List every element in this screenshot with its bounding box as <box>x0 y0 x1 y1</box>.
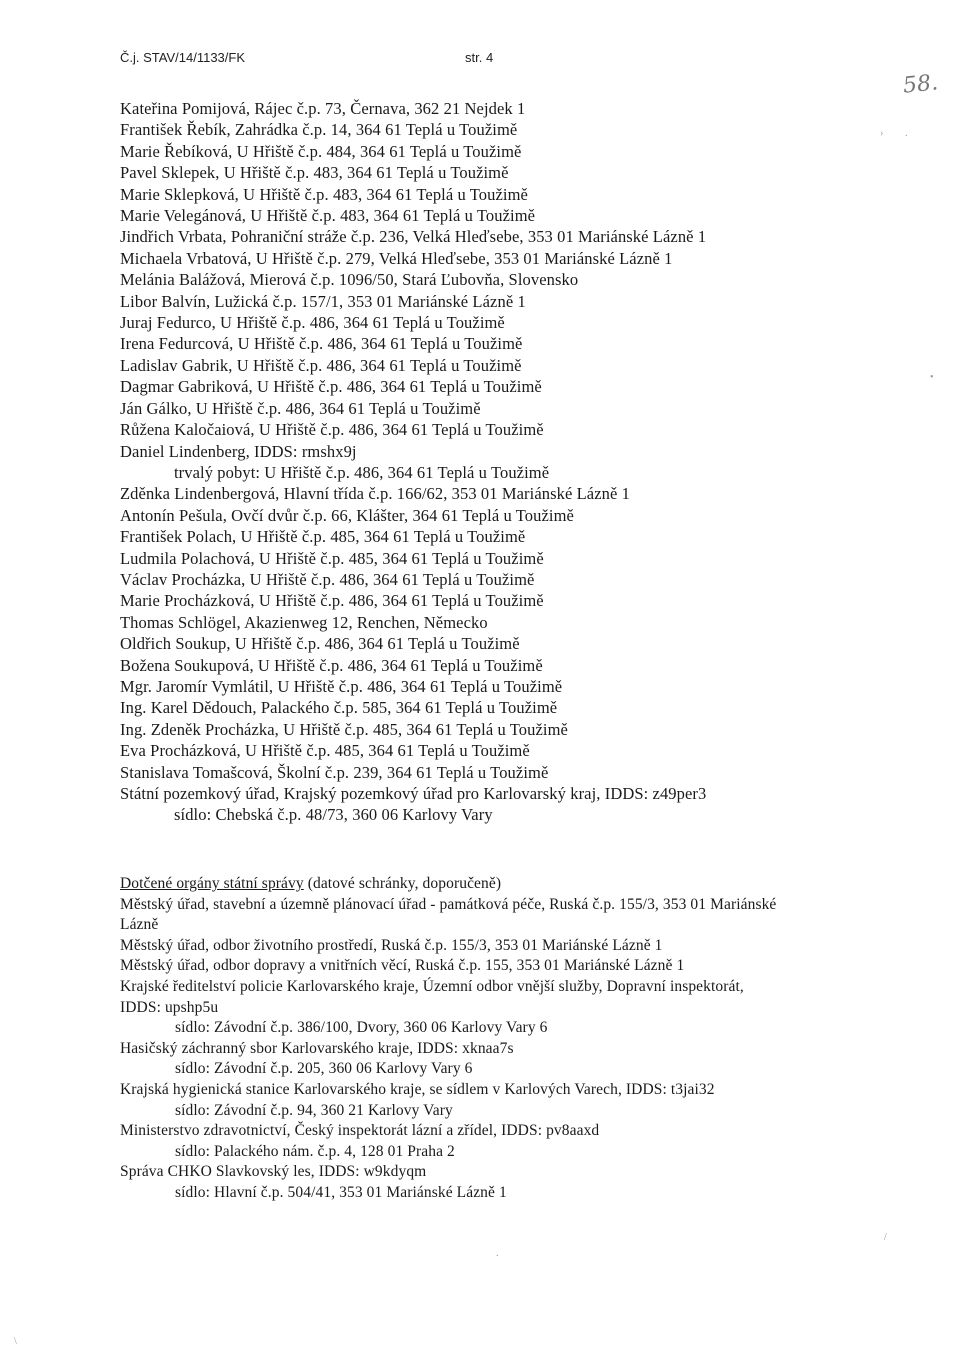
list-item: sídlo: Závodní č.p. 94, 360 21 Karlovy Vary <box>175 1101 453 1119</box>
list-item: Daniel Lindenberg, IDDS: rmshx9j <box>120 441 357 461</box>
list-item: Oldřich Soukup, U Hřiště č.p. 486, 364 61 Teplá u Toužimě <box>120 634 520 654</box>
scan-speck: • <box>930 372 934 383</box>
list-item: Ladislav Gabrik, U Hřiště č.p. 486, 364 61 Teplá u Toužimě <box>120 355 522 375</box>
scan-speck: \ <box>14 1336 17 1347</box>
list-item: Stanislava Tomašcová, Školní č.p. 239, 364 61 Teplá u Toužimě <box>120 762 549 782</box>
list-item: Dagmar Gabriková, U Hřiště č.p. 486, 364 61 Teplá u Toužimě <box>120 377 542 397</box>
list-item: Mgr. Jaromír Vymlátil, U Hřiště č.p. 486, 364 61 Teplá u Toužimě <box>120 676 563 696</box>
authority-list <box>120 895 890 1204</box>
list-item: Ing. Zdeněk Procházka, U Hřiště č.p. 485, 364 61 Teplá u Toužimě <box>120 719 568 739</box>
list-item: Lázně <box>120 916 159 934</box>
authorities-heading-note: (datové schránky, doporučeně) <box>303 875 502 892</box>
list-item: Krajská hygienická stanice Karlovarského kraje, se sídlem v Karlových Varech, IDDS: t3jai32 <box>120 1080 715 1098</box>
list-item: Zděnka Lindenbergová, Hlavní třída č.p. 166/62, 353 01 Mariánské Lázně 1 <box>120 484 630 504</box>
list-item: Marie Procházková, U Hřiště č.p. 486, 364 61 Teplá u Toužimě <box>120 591 544 611</box>
list-item: Božena Soukupová, U Hřiště č.p. 486, 364 61 Teplá u Toužimě <box>120 655 543 675</box>
list-item: Thomas Schlögel, Akazienweg 12, Renchen, Německo <box>120 612 488 632</box>
list-item: Ing. Karel Dědouch, Palackého č.p. 585, 364 61 Teplá u Toužimě <box>120 698 558 718</box>
list-item: sídlo: Palackého nám. č.p. 4, 128 01 Praha 2 <box>175 1142 455 1160</box>
reference-number: Č.j. STAV/14/1133/FK <box>120 50 245 65</box>
list-item: Městský úřad, odbor dopravy a vnitřních věcí, Ruská č.p. 155, 353 01 Mariánské Lázně 1 <box>120 957 685 975</box>
recipient-list <box>120 98 880 826</box>
list-item: Kateřina Pomijová, Rájec č.p. 73, Černava, 362 21 Nejdek 1 <box>120 99 526 118</box>
scan-speck: . <box>905 128 908 139</box>
list-item: Marie Řebíková, U Hřiště č.p. 484, 364 61 Teplá u Toužimě <box>120 141 522 161</box>
list-item: Krajské ředitelství policie Karlovarského kraje, Územní odbor vnější služby, Dopravní inspektorát, <box>120 977 744 995</box>
list-item: Správa CHKO Slavkovský les, IDDS: w9kdyqm <box>120 1163 427 1181</box>
list-item: Hasičský záchranný sbor Karlovarského kraje, IDDS: xknaa7s <box>120 1039 514 1057</box>
list-item: Václav Procházka, U Hřiště č.p. 486, 364 61 Teplá u Toužimě <box>120 569 535 589</box>
scan-speck: / <box>884 1232 887 1243</box>
list-item: Marie Sklepková, U Hřiště č.p. 483, 364 61 Teplá u Toužimě <box>120 184 528 204</box>
list-item: Michaela Vrbatová, U Hřiště č.p. 279, Velká Hleďsebe, 353 01 Mariánské Lázně 1 <box>120 248 673 268</box>
scan-speck: › <box>880 128 884 139</box>
list-item: Státní pozemkový úřad, Krajský pozemkový úřad pro Karlovarský kraj, IDDS: z49per3 <box>120 784 707 803</box>
list-item: Irena Fedurcová, U Hřiště č.p. 486, 364 61 Teplá u Toužimě <box>120 334 523 354</box>
handwritten-page-mark: 58. <box>901 70 940 99</box>
list-item: IDDS: upshp5u <box>120 998 219 1016</box>
list-item: Melánia Balážová, Mierová č.p. 1096/50, Stará Ľubovňa, Slovensko <box>120 270 579 290</box>
page-header <box>120 50 520 70</box>
list-item: Městský úřad, odbor životního prostředí, Ruská č.p. 155/3, 353 01 Mariánské Lázně 1 <box>120 936 663 954</box>
scan-speck: . <box>496 1248 499 1259</box>
list-item: Eva Procházková, U Hřiště č.p. 485, 364 61 Teplá u Toužimě <box>120 741 530 761</box>
list-item: Pavel Sklepek, U Hřiště č.p. 483, 364 61 Teplá u Toužimě <box>120 163 509 183</box>
list-item: Libor Balvín, Lužická č.p. 157/1, 353 01 Mariánské Lázně 1 <box>120 291 526 311</box>
list-item: sídlo: Hlavní č.p. 504/41, 353 01 Mariánské Lázně 1 <box>175 1183 507 1201</box>
list-item: František Polach, U Hřiště č.p. 485, 364 61 Teplá u Toužimě <box>120 527 526 547</box>
list-item: Jindřich Vrbata, Pohraniční stráže č.p. 236, Velká Hleďsebe, 353 01 Mariánské Lázně 1 <box>120 227 707 247</box>
authorities-heading <box>120 874 890 895</box>
authorities-section <box>120 874 890 1204</box>
list-item: Antonín Pešula, Ovčí dvůr č.p. 66, Klášter, 364 61 Teplá u Toužimě <box>120 505 574 525</box>
list-item: Juraj Fedurco, U Hřiště č.p. 486, 364 61 Teplá u Toužimě <box>120 313 505 333</box>
list-item: Ján Gálko, U Hřiště č.p. 486, 364 61 Teplá u Toužimě <box>120 398 481 418</box>
list-item: František Řebík, Zahrádka č.p. 14, 364 61 Teplá u Toužimě <box>120 120 518 140</box>
list-item: Ludmila Polachová, U Hřiště č.p. 485, 364 61 Teplá u Toužimě <box>120 548 544 568</box>
list-item: Ministerstvo zdravotnictví, Český inspektorát lázní a zřídel, IDDS: pv8aaxd <box>120 1122 600 1140</box>
list-item: trvalý pobyt: U Hřiště č.p. 486, 364 61 Teplá u Toužimě <box>174 462 550 482</box>
list-item: sídlo: Závodní č.p. 386/100, Dvory, 360 06 Karlovy Vary 6 <box>175 1019 548 1037</box>
list-item: Růžena Kaločaiová, U Hřiště č.p. 486, 364 61 Teplá u Toužimě <box>120 420 544 440</box>
page-number: str. 4 <box>465 50 494 65</box>
list-item: sídlo: Chebská č.p. 48/73, 360 06 Karlovy Vary <box>174 805 493 825</box>
authorities-heading-underlined: Dotčené orgány státní správy <box>120 875 304 892</box>
list-item: Městský úřad, stavební a územně plánovací úřad - památková péče, Ruská č.p. 155/3, 353 01 Mariánské <box>120 895 777 913</box>
list-item: Marie Velegánová, U Hřiště č.p. 483, 364 61 Teplá u Toužimě <box>120 206 536 226</box>
list-item: sídlo: Závodní č.p. 205, 360 06 Karlovy Vary 6 <box>175 1060 473 1078</box>
